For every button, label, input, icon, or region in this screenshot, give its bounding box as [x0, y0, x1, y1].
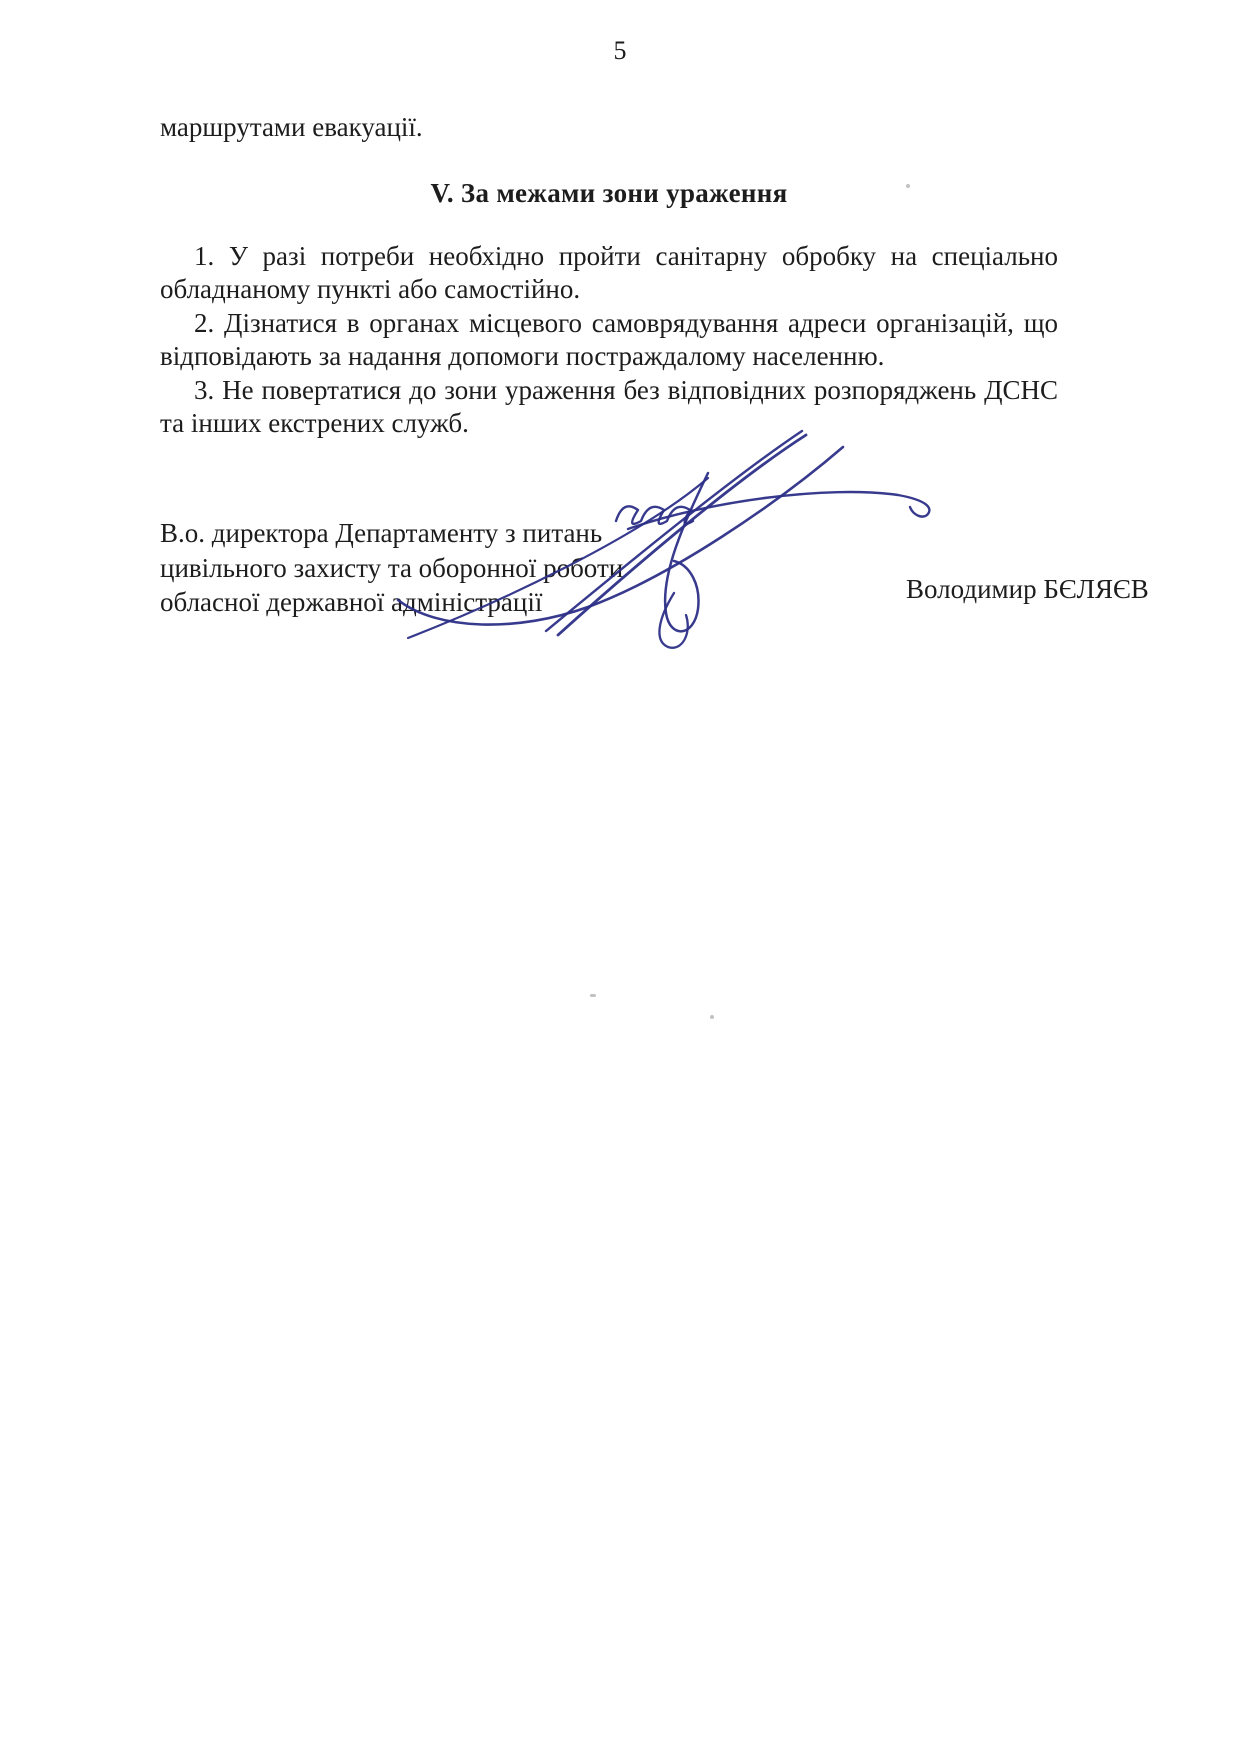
continuation-text: маршрутами евакуації. — [160, 112, 423, 142]
signoff-name: Володимир БЄЛЯЄВ — [906, 574, 1149, 604]
body-paragraph-1: 1. У разі потреби необхідно пройти санітарну обробку на спеціально обладнаному пункті або самостійно. — [160, 241, 1058, 305]
scan-artifact-speck — [590, 994, 596, 997]
signoff-position-line-1: В.о. директора Департаменту з питань — [160, 518, 603, 548]
signoff-position-title — [160, 516, 720, 620]
signoff-position-line-3: обласної державної адміністрації — [160, 587, 543, 617]
body-paragraph-2: 2. Дізнатися в органах місцевого самоврядування адреси організацій, що відповідають за надання допомоги постраждалому населенню. — [160, 307, 1058, 372]
body-text-block — [160, 240, 1058, 440]
scan-artifact-speck — [710, 1015, 714, 1019]
section-heading: V. За межами зони ураження — [430, 178, 788, 208]
body-paragraph-3: 3. Не повертатися до зони ураження без відповідних розпоряджень ДСНС та інших екстрених служб. — [160, 374, 1058, 439]
signoff-position-line-2: цивільного захисту та оборонної роботи — [160, 552, 624, 583]
scan-artifact-speck — [906, 184, 910, 188]
page-number: 5 — [613, 36, 627, 65]
